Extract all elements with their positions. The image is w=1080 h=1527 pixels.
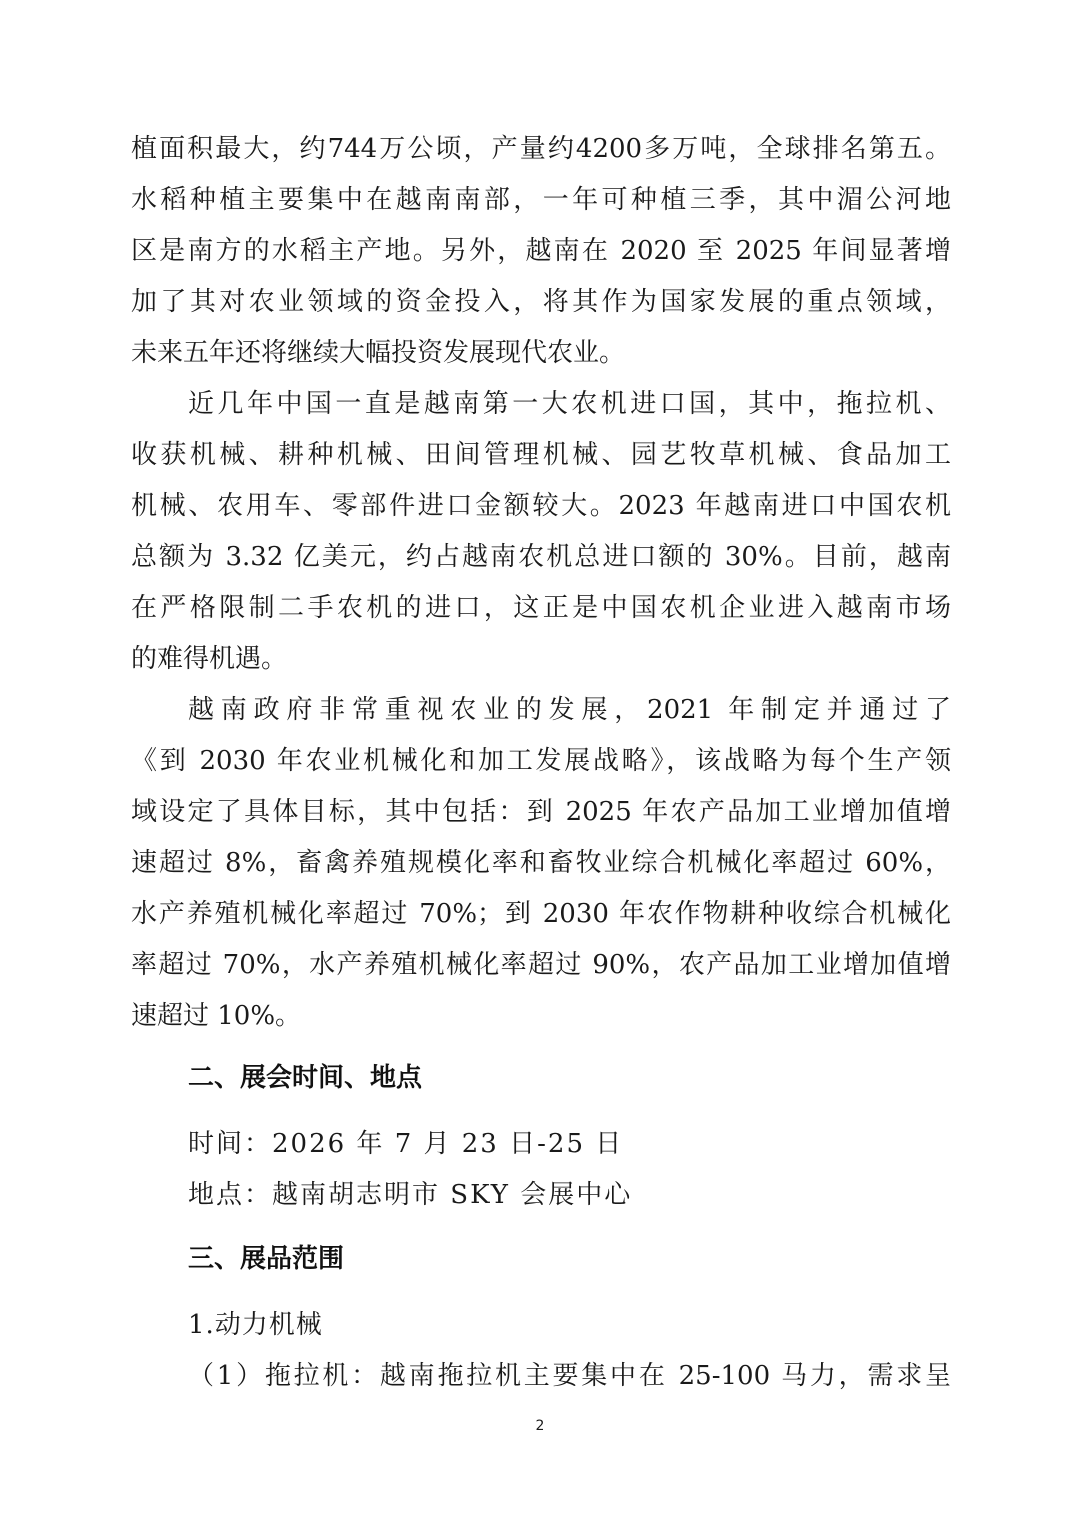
paragraph-2-line-3: 机械、农用车、零部件进口金额较大。2023 年越南进口中国农机 [131, 491, 951, 521]
paragraph-2-line-6: 的难得机遇。 [131, 644, 288, 674]
paragraph-2-line-4: 总额为 3.32 亿美元，约占越南农机总进口额的 30%。目前，越南 [131, 542, 951, 572]
paragraph-3-line-3: 域设定了具体目标，其中包括：到 2025 年农产品加工业增加值增 [131, 797, 951, 827]
paragraph-1-line-4: 加了其对农业领域的资金投入，将其作为国家发展的重点领域， [131, 287, 951, 317]
section-2-heading: 二、展会时间、地点 [188, 1063, 423, 1093]
item-1-title: 1.动力机械 [188, 1310, 323, 1340]
paragraph-3-line-5: 水产养殖机械化率超过 70%；到 2030 年农作物耕种收综合机械化 [131, 899, 951, 929]
exhibition-location: 地点：越南胡志明市 SKY 会展中心 [188, 1180, 633, 1210]
item-1-sub-1: （1）拖拉机：越南拖拉机主要集中在 25-100 马力，需求呈 [188, 1361, 951, 1391]
paragraph-3-line-7: 速超过 10%。 [131, 1001, 302, 1031]
paragraph-3-line-1: 越南政府非常重视农业的发展，2021 年制定并通过了 [188, 695, 951, 725]
paragraph-2-line-2: 收获机械、耕种机械、田间管理机械、园艺牧草机械、食品加工 [131, 440, 951, 470]
paragraph-1-line-5: 未来五年还将继续大幅投资发展现代农业。 [131, 338, 626, 368]
paragraph-3-line-4: 速超过 8%，畜禽养殖规模化率和畜牧业综合机械化率超过 60%， [131, 848, 951, 878]
paragraph-2-line-1: 近几年中国一直是越南第一大农机进口国，其中，拖拉机、 [188, 389, 951, 419]
paragraph-1-line-2: 水稻种植主要集中在越南南部，一年可种植三季，其中湄公河地 [131, 185, 951, 215]
page-number: 2 [535, 1418, 545, 1434]
paragraph-2-line-5: 在严格限制二手农机的进口，这正是中国农机企业进入越南市场 [131, 593, 951, 623]
exhibition-time: 时间：2026 年 7 月 23 日-25 日 [188, 1129, 624, 1159]
paragraph-3-line-6: 率超过 70%，水产养殖机械化率超过 90%，农产品加工业增加值增 [131, 950, 951, 980]
paragraph-1-line-1: 植面积最大，约744万公顷，产量约4200多万吨，全球排名第五。 [131, 134, 951, 164]
paragraph-1-line-3: 区是南方的水稻主产地。另外，越南在 2020 至 2025 年间显著增 [131, 236, 951, 266]
section-3-heading: 三、展品范围 [188, 1244, 345, 1274]
paragraph-3-line-2: 《到 2030 年农业机械化和加工发展战略》，该战略为每个生产领 [131, 746, 951, 776]
